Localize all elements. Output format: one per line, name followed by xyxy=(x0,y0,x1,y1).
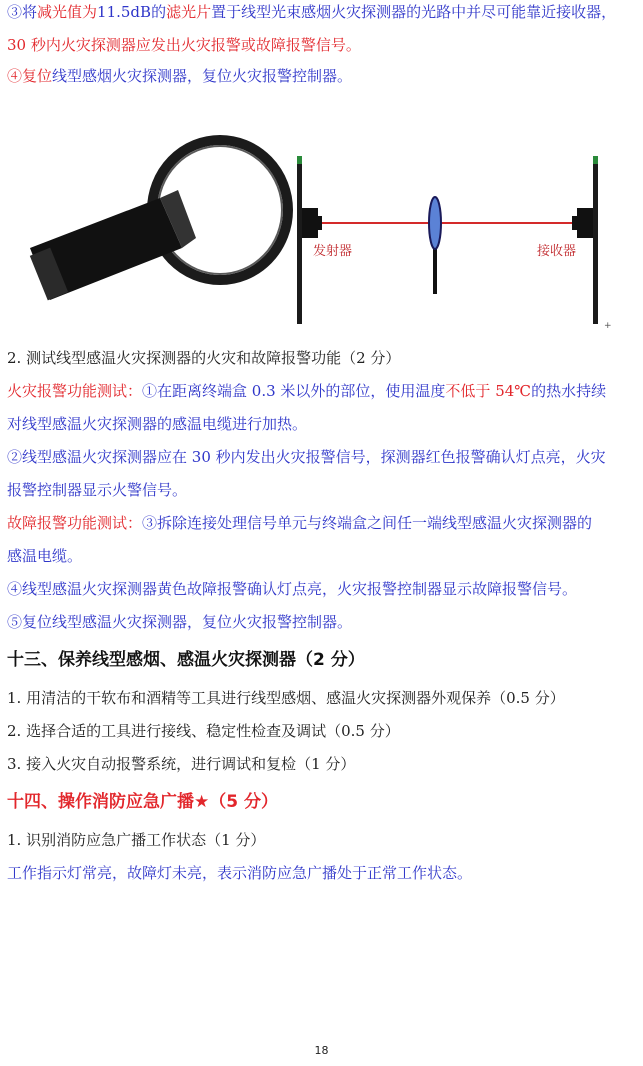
text-line-4: 2. 测试线型感温火灾探测器的火灾和故障报警功能（2 分） xyxy=(7,349,401,367)
text-span: 火灾报警功能测试： xyxy=(7,382,143,400)
text-span: 置于线型光束感烟火灾探测器的光路中并尽可能靠近接收器， xyxy=(211,3,617,21)
text-span: 不低于 54℃ xyxy=(445,382,532,400)
figure-svg xyxy=(10,128,630,333)
text-line-13: 1. 用清洁的干软布和酒精等工具进行线型感烟、感温火灾探测器外观保养（0.5 分） xyxy=(7,689,565,707)
text-span: 的热水持续 xyxy=(531,382,607,400)
text-line-14: 2. 选择合适的工具进行接线、稳定性检查及调试（0.5 分） xyxy=(7,722,400,740)
lens-handle xyxy=(30,190,196,300)
text-line-17: 工作指示灯常亮，故障灯未亮，表示消防应急广播处于正常工作状态。 xyxy=(7,864,473,882)
text-line-6: 对线型感温火灾探测器的感温电缆进行加热。 xyxy=(7,415,308,433)
text-line-5 xyxy=(7,381,639,401)
section-heading-13: 十三、保养线型感烟、感温火灾探测器（2 分） xyxy=(7,650,365,670)
text-line-12: ⑤复位线型感温火灾探测器，复位火灾报警控制器。 xyxy=(7,613,353,631)
text-span: ①在距离终端盒 0.3 米以外的部位，使用温度 xyxy=(142,382,446,400)
text-span: ③将 xyxy=(7,3,38,21)
text-line-3 xyxy=(7,66,639,86)
section-heading-14: 十四、操作消防应急广播★（5 分） xyxy=(7,792,278,812)
text-span: 线型感烟火灾探测器，复位火灾报警控制器。 xyxy=(52,67,353,85)
text-span: 减光值为 xyxy=(37,3,98,21)
text-line-1 xyxy=(7,2,639,22)
transmitter-label: 发射器 xyxy=(313,244,353,259)
text-line-8: 报警控制器显示火警信号。 xyxy=(7,481,188,499)
text-span: 故障报警功能测试： xyxy=(7,514,143,532)
text-span: 的 xyxy=(151,3,167,21)
text-span: ④ xyxy=(7,67,23,85)
text-line-9 xyxy=(7,513,639,533)
receiver-label: 接收器 xyxy=(537,244,577,259)
receiver-bar xyxy=(593,156,598,324)
text-span: 11.5dB xyxy=(97,3,152,21)
text-line-10: 感温电缆。 xyxy=(7,547,83,565)
text-line-15: 3. 接入火灾自动报警系统，进行调试和复检（1 分） xyxy=(7,755,356,773)
text-line-2: 30 秒内火灾探测器应发出火灾报警或故障报警信号。 xyxy=(7,36,361,54)
test-setup-figure xyxy=(10,128,630,333)
text-line-7: ②线型感温火灾探测器应在 30 秒内发出火灾报警信号，探测器红色报警确认灯点亮，火灾 xyxy=(7,448,606,466)
filter-lens xyxy=(429,197,441,249)
small-mark: + xyxy=(604,321,612,331)
transmitter-block xyxy=(302,208,318,238)
text-span: ③拆除连接处理信号单元与终端盒之间任一端线型感温火灾探测器的 xyxy=(142,514,593,532)
text-line-16: 1. 识别消防应急广播工作状态（1 分） xyxy=(7,831,266,849)
page-number: 18 xyxy=(314,1044,329,1057)
transmitter-bar xyxy=(297,156,302,324)
text-span: 滤光片 xyxy=(166,3,212,21)
text-line-11: ④线型感温火灾探测器黄色故障报警确认灯点亮，火灾报警控制器显示故障报警信号。 xyxy=(7,580,578,598)
receiver-block xyxy=(577,208,593,238)
text-span: 复位 xyxy=(22,67,53,85)
